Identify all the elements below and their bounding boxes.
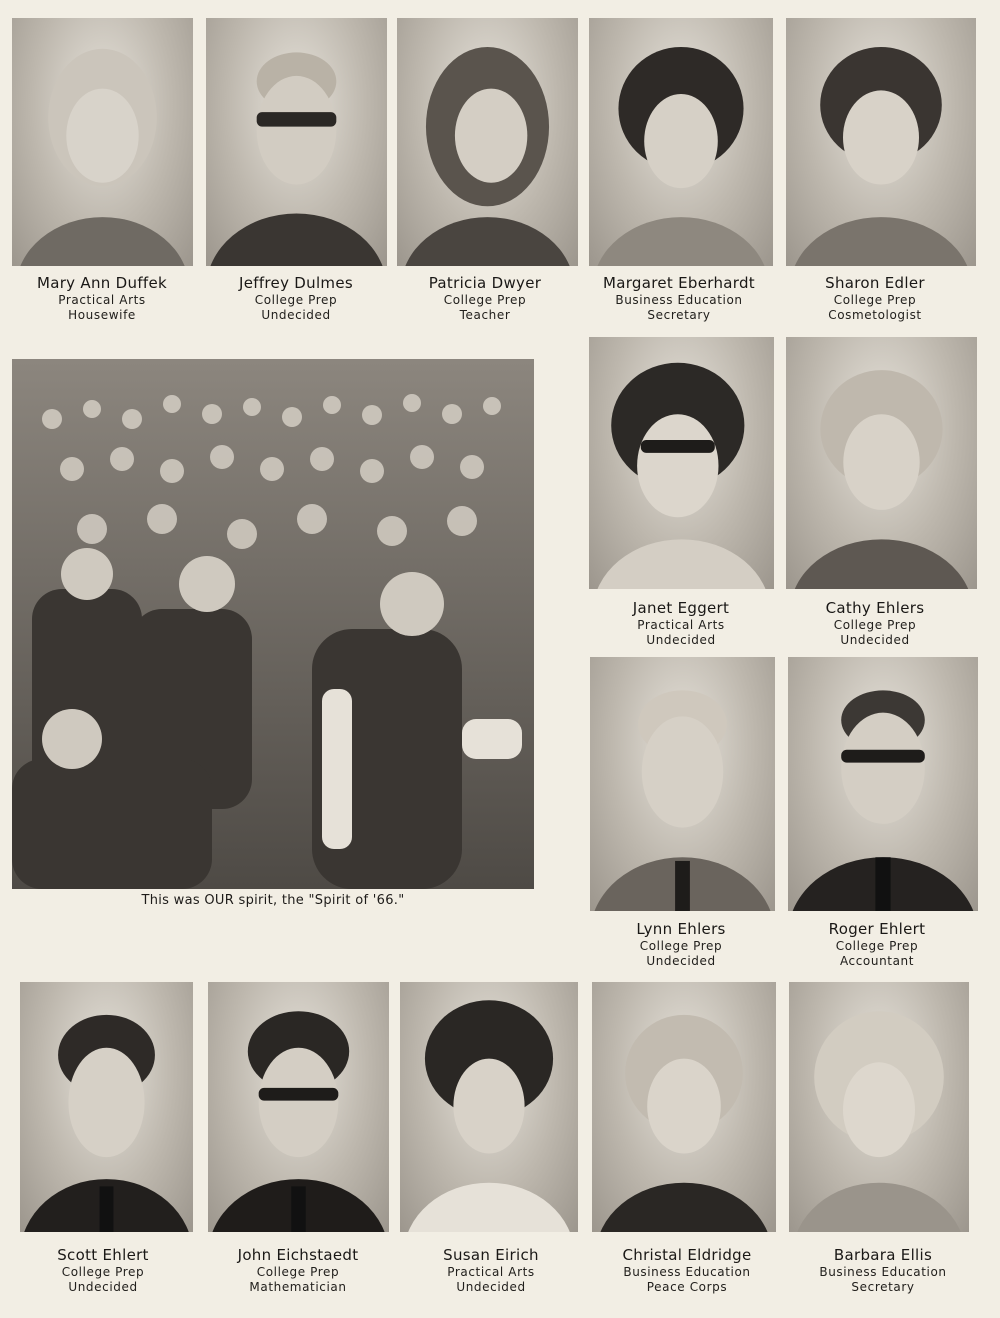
student-caption [775,274,975,323]
student-plan: Housewife [68,307,136,322]
student-caption [581,599,781,648]
student-caption [579,274,779,323]
student-name: Patricia Dwyer [428,274,542,292]
student-name: Lynn Ehlers [636,920,726,938]
student-caption [777,920,977,969]
student-caption [775,599,975,648]
portrait-photo [12,18,193,266]
student-course: Practical Arts [637,617,725,632]
portrait-figure [397,18,578,266]
student-course: College Prep [835,938,919,953]
student-caption [3,1246,203,1295]
portrait-photo [592,982,776,1232]
student-caption [198,1246,398,1295]
student-plan: Undecided [456,1279,526,1294]
student-name: John Eichstaedt [237,1246,359,1264]
student-plan: Teacher [459,307,511,322]
student-course: Practical Arts [447,1264,535,1279]
portrait-photo [208,982,389,1232]
student-plan: Undecided [261,307,331,322]
crowd-figure [12,359,534,889]
student-caption [587,1246,787,1295]
assembly-group-photo [12,359,534,889]
portrait-figure [592,982,776,1232]
student-course: College Prep [256,1264,340,1279]
portrait-figure [789,982,969,1232]
student-plan: Cosmetologist [828,307,922,322]
student-name: Mary Ann Duffek [36,274,168,292]
portrait-photo [589,18,773,266]
student-caption [783,1246,983,1295]
student-caption [2,274,202,323]
portrait-photo [590,657,775,911]
student-course: Practical Arts [58,292,146,307]
portrait-photo [786,18,976,266]
student-course: College Prep [833,617,917,632]
portrait-figure [206,18,387,266]
student-caption [581,920,781,969]
student-caption [385,274,585,323]
portrait-figure [208,982,389,1232]
student-plan: Secretary [851,1279,915,1294]
student-course: College Prep [833,292,917,307]
student-name: Roger Ehlert [828,920,926,938]
student-caption [391,1246,591,1295]
portrait-figure [590,657,775,911]
student-plan: Secretary [647,307,711,322]
portrait-figure [786,18,976,266]
group-photo-caption: This was OUR spirit, the "Spirit of '66." [141,893,405,908]
student-name: Cathy Ehlers [825,599,925,617]
student-course: Business Education [819,1264,947,1279]
student-course: Business Education [623,1264,751,1279]
student-course: Business Education [615,292,743,307]
portrait-figure [788,657,978,911]
student-name: Christal Eldridge [622,1246,752,1264]
portrait-photo [206,18,387,266]
student-plan: Undecided [646,632,716,647]
student-plan: Peace Corps [646,1279,728,1294]
portrait-photo [20,982,193,1232]
student-plan: Undecided [646,953,716,968]
portrait-figure [12,18,193,266]
portrait-photo [789,982,969,1232]
portrait-figure [400,982,578,1232]
portrait-photo [788,657,978,911]
student-name: Sharon Edler [825,274,925,292]
student-name: Janet Eggert [632,599,730,617]
student-course: College Prep [254,292,338,307]
student-course: College Prep [639,938,723,953]
student-course: College Prep [61,1264,145,1279]
portrait-figure [589,337,774,589]
student-caption [196,274,396,323]
portrait-figure [20,982,193,1232]
portrait-photo [589,337,774,589]
student-name: Barbara Ellis [833,1246,933,1264]
student-name: Susan Eirich [443,1246,539,1264]
student-plan: Mathematician [249,1279,347,1294]
portrait-figure [589,18,773,266]
portrait-figure [786,337,977,589]
student-plan: Accountant [839,953,915,968]
student-name: Margaret Eberhardt [602,274,755,292]
portrait-photo [400,982,578,1232]
student-plan: Undecided [68,1279,138,1294]
student-name: Scott Ehlert [57,1246,149,1264]
portrait-photo [786,337,977,589]
student-plan: Undecided [840,632,910,647]
student-course: College Prep [443,292,527,307]
student-name: Jeffrey Dulmes [238,274,353,292]
portrait-photo [397,18,578,266]
